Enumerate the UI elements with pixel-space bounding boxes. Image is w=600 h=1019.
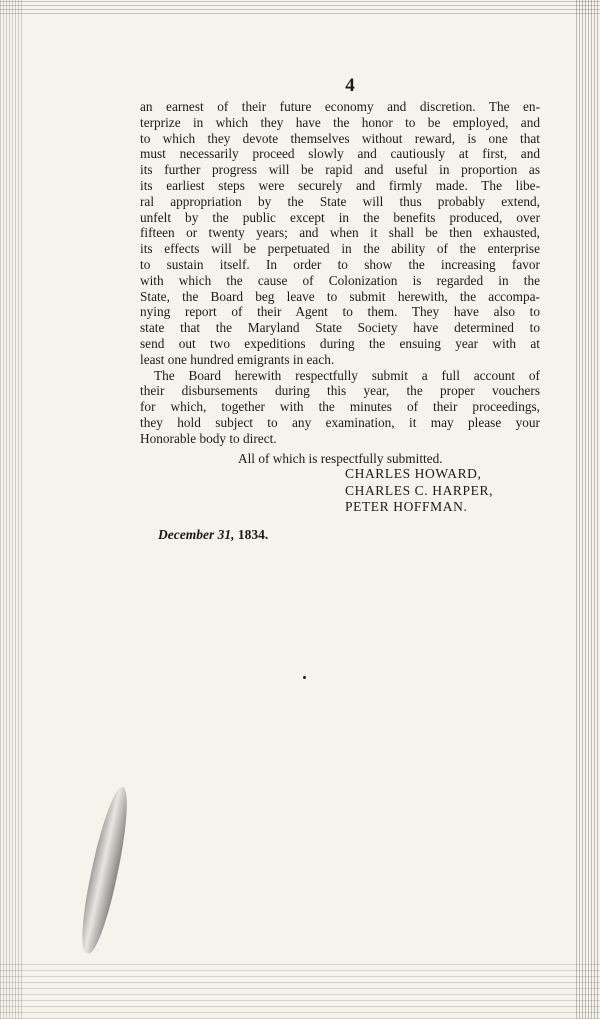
signatory-name: CHARLES HOWARD, <box>345 466 482 482</box>
page-number: 4 <box>345 75 355 96</box>
second-paragraph <box>140 368 540 447</box>
closing-line: All of which is respectfully submitted. <box>238 450 443 466</box>
body-line: nying report of their Agent to them. They have also to <box>140 304 540 320</box>
body-line: state that the Maryland State Society have determined to <box>140 320 540 336</box>
scan-bottom-edge <box>0 959 600 1019</box>
document-page <box>140 75 540 516</box>
signatory-name: PETER HOFFMAN. <box>345 499 468 515</box>
date-year: 1834. <box>237 527 269 542</box>
thumb-smudge <box>75 784 136 956</box>
scan-edge-left <box>0 0 22 1019</box>
body-line: fifteen or twenty years; and when it shall be then exhausted, <box>140 225 540 241</box>
body-line: unfelt by the public except in the benefits produced, over <box>140 209 540 225</box>
body-line: The Board herewith respectfully submit a full account of <box>154 367 540 383</box>
body-line: they hold subject to any examination, it may please your <box>140 414 540 430</box>
first-paragraph <box>140 99 540 368</box>
body-line: send out two expeditions during the ensuing year with at <box>140 335 540 351</box>
body-line: for which, together with the minutes of their proceedings, <box>140 399 540 415</box>
body-line: terprize in which they have the honor to be employed, and <box>140 114 540 130</box>
body-line: its further progress will be rapid and useful in proportion as <box>140 162 540 178</box>
document-date <box>158 527 268 543</box>
body-line: its effects will be perpetuated in the ability of the enterprise <box>140 241 540 257</box>
body-line: to which they devote themselves without reward, is one that <box>140 130 540 146</box>
signature-block <box>140 466 540 516</box>
body-line: their disbursements during this year, the proper vouchers <box>140 383 540 399</box>
body-line: must necessarily proceed slowly and cautiously at first, and <box>140 146 540 162</box>
body-line: Honorable body to direct. <box>140 430 277 446</box>
body-line: an earnest of their future economy and discretion. The en- <box>140 99 540 114</box>
body-line: ral appropriation by the State will thus probably extend, <box>140 193 540 209</box>
body-line: State, the Board beg leave to submit herewith, the accompa- <box>140 288 540 304</box>
stray-mark <box>303 676 306 679</box>
body-line: its earliest steps were securely and firmly made. The libe- <box>140 177 540 193</box>
body-line: with which the cause of Colonization is regarded in the <box>140 272 540 288</box>
signatory-name: CHARLES C. HARPER, <box>345 482 494 498</box>
body-line: least one hundred emigrants in each. <box>140 351 335 367</box>
date-month-day: December 31, <box>158 527 235 542</box>
scan-top-edge <box>0 0 600 14</box>
scan-edge-right <box>576 0 600 1019</box>
body-line: to sustain itself. In order to show the increasing favor <box>140 256 540 272</box>
